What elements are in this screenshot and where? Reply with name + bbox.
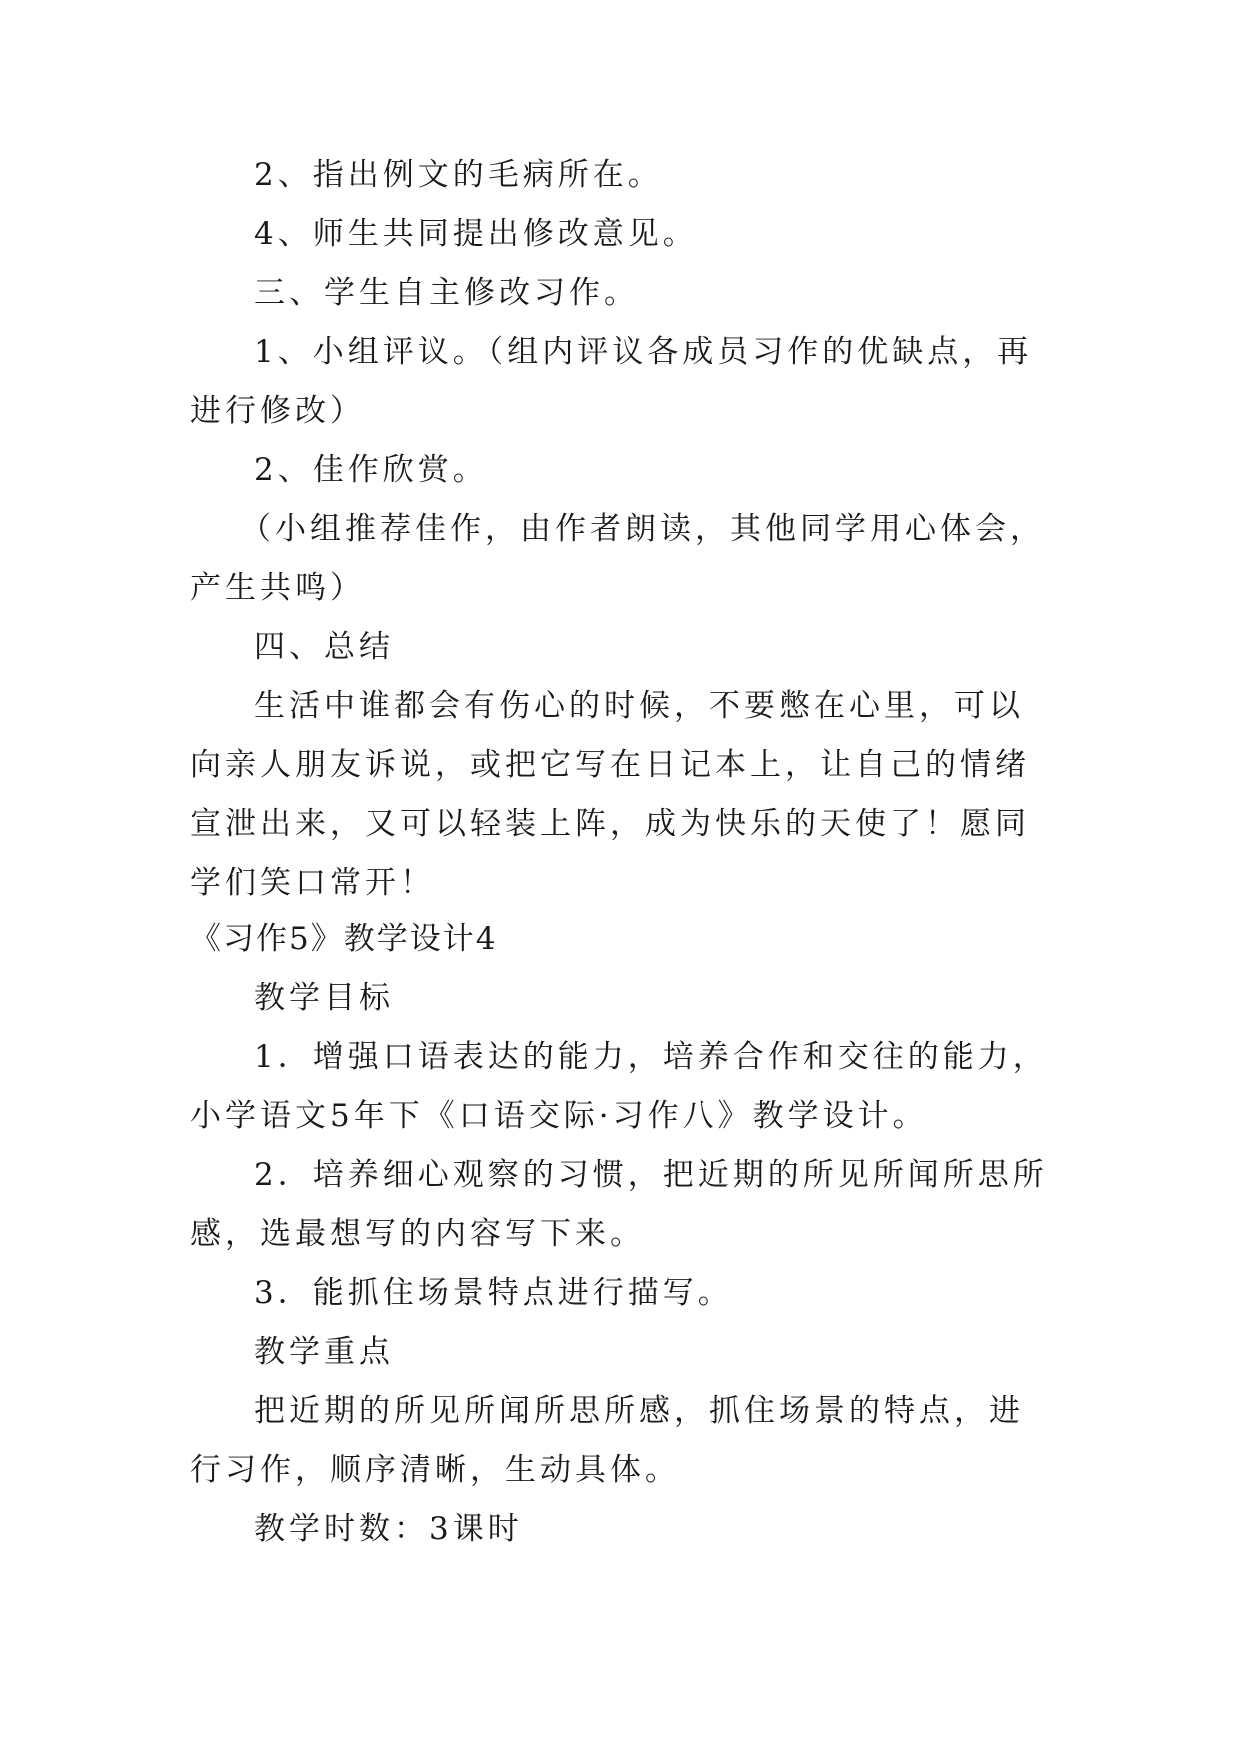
paragraph: 2、佳作欣赏。: [254, 452, 488, 488]
section-heading: 三、学生自主修改习作。: [254, 275, 639, 311]
paragraph: 2、指出例文的毛病所在。: [254, 157, 663, 193]
paragraph: 教学时数：3课时: [254, 1511, 523, 1547]
section-heading: 教学目标: [254, 980, 394, 1016]
paragraph: 把近期的所见所闻所思所感，抓住场景的特点，进行习作，顺序清晰，生动具体。: [190, 1393, 1024, 1488]
paragraph: 生活中谁都会有伤心的时候，不要憋在心里，可以向亲人朋友诉说，或把它写在日记本上，让自己的情绪宣泄出来，又可以轻装上阵，成为快乐的天使了！愿同学们笑口常开！: [190, 688, 1030, 901]
paragraph: 1．增强口语表达的能力，培养合作和交往的能力，小学语文5年下《口语交际·习作八》教学设计。: [190, 1039, 1048, 1134]
paragraph: 3．能抓住场景特点进行描写。: [254, 1275, 733, 1311]
paragraph: （小组推荐佳作，由作者朗读，其他同学用心体会，产生共鸣）: [190, 511, 1045, 606]
section-heading: 四、总结: [254, 629, 394, 665]
paragraph: 4、师生共同提出修改意见。: [254, 216, 698, 252]
document-title: 《习作5》教学设计4: [190, 921, 498, 957]
paragraph: 1、小组评议。（组内评议各成员习作的优缺点，再进行修改）: [190, 334, 1033, 429]
paragraph: 2．培养细心观察的习惯，把近期的所见所闻所思所感，选最想写的内容写下来。: [190, 1157, 1048, 1252]
section-heading: 教学重点: [254, 1334, 394, 1370]
